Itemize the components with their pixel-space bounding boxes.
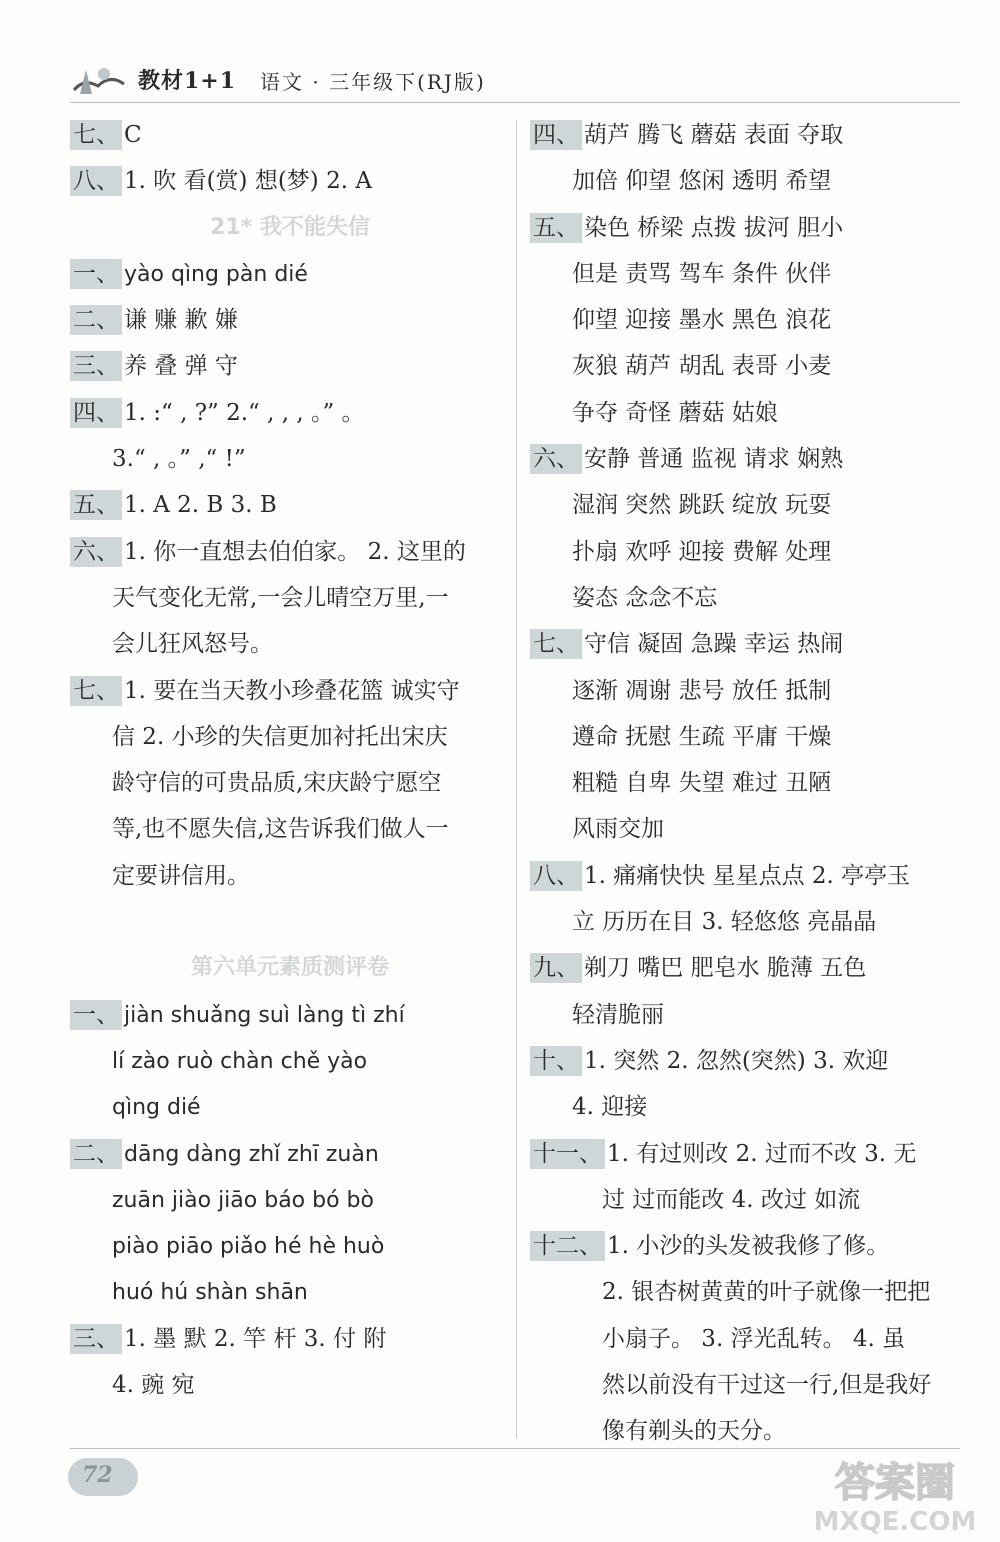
spacer [70, 899, 510, 945]
answer-text: C [124, 122, 142, 148]
question-number: 十一、 [530, 1139, 605, 1169]
answer-line [530, 343, 970, 389]
answer-text: 染色 桥梁 点拨 拔河 胆小 [584, 214, 844, 241]
answer-line [70, 1316, 510, 1362]
answer-text: 3.“ , 。” ,“ !” [112, 446, 246, 473]
answer-line [530, 945, 970, 991]
answer-line [530, 390, 970, 436]
question-number: 三、 [70, 351, 122, 381]
answer-line [530, 1362, 970, 1408]
question-number: 十二、 [530, 1231, 605, 1261]
answer-line [530, 112, 970, 158]
answer-text: 1. 吹 看(赏) 想(梦) 2. A [124, 168, 372, 195]
answer-text: qìng dié [112, 1095, 201, 1121]
answer-text: 安静 普通 监视 请求 娴熟 [584, 446, 844, 473]
answer-text: 等,也不愿失信,这告诉我们做人一 [112, 816, 449, 843]
answer-line [530, 529, 970, 575]
answer-text: 信 2. 小珍的失信更加衬托出宋庆 [112, 723, 448, 750]
question-number: 六、 [530, 444, 582, 474]
answer-text: 1. :“ , ?” 2.“ , , , 。” 。 [124, 399, 365, 426]
answer-text: yào qìng pàn dié [124, 261, 308, 287]
answer-text: 龄守信的可贵品质,宋庆龄宁愿空 [112, 770, 442, 797]
answer-line [530, 1084, 970, 1130]
answer-line [70, 297, 510, 343]
question-number: 七、 [530, 629, 582, 659]
answer-text: 1. 有过则改 2. 过而不改 3. 无 [607, 1140, 917, 1167]
answer-line [530, 297, 970, 343]
answer-text: 2. 银杏树黄黄的叶子就像一把把 [602, 1279, 931, 1306]
answer-text: dāng dàng zhǐ zhī zuàn [124, 1141, 379, 1167]
answer-text: jiàn shuǎng suì làng tì zhí [124, 1002, 405, 1028]
answer-text: lí zào ruò chàn chě yào [112, 1048, 368, 1074]
answer-line [530, 205, 970, 251]
answer-text: 1. 你一直想去伯伯家。 2. 这里的 [124, 538, 466, 565]
page-number: 72 [82, 1462, 113, 1488]
page-header [70, 60, 960, 100]
answer-text: 1. 墨 默 2. 竿 杆 3. 付 附 [124, 1325, 387, 1352]
answer-line [530, 992, 970, 1038]
section-title: 第六单元素质测评卷 [190, 955, 389, 981]
answer-text: 养 叠 弹 守 [124, 353, 238, 380]
answer-line [70, 390, 510, 436]
answer-line [530, 1038, 970, 1084]
answer-line [70, 714, 510, 760]
answer-text: 1. 要在当天教小珍叠花篮 诚实守 [124, 677, 460, 704]
answer-line [70, 343, 510, 389]
question-number: 二、 [70, 305, 122, 335]
answer-line [530, 621, 970, 667]
answer-text: 湿润 突然 跳跃 绽放 玩耍 [572, 492, 832, 519]
left-column [70, 112, 510, 1408]
question-number: 一、 [70, 1000, 122, 1030]
section-title: 21* 我不能失信 [210, 214, 370, 240]
answer-text: 1. 小沙的头发被我修了修。 [607, 1233, 890, 1260]
answer-text: 风雨交加 [572, 816, 664, 843]
answer-text: 定要讲信用。 [112, 862, 250, 889]
answer-text: 4. 豌 宛 [112, 1372, 195, 1399]
answer-line [530, 1269, 970, 1315]
answer-line [70, 482, 510, 528]
answer-text: 守信 凝固 急躁 幸运 热闹 [584, 631, 844, 658]
question-number: 四、 [70, 398, 122, 428]
answer-line [70, 1362, 510, 1408]
watermark-bottom: MXQE.COM [813, 1507, 977, 1536]
answer-line [70, 1038, 510, 1084]
answer-line [530, 1223, 970, 1269]
question-number: 四、 [530, 120, 582, 150]
question-number: 十、 [530, 1046, 582, 1076]
answer-line [70, 760, 510, 806]
question-number: 五、 [530, 213, 582, 243]
question-number: 六、 [70, 537, 122, 567]
answer-text: 但是 责骂 驾车 条件 伙伴 [572, 260, 832, 287]
answer-line [70, 251, 510, 297]
question-number: 八、 [530, 861, 582, 891]
answer-line [70, 621, 510, 667]
answer-text: 1. A 2. B 3. B [124, 492, 277, 519]
answer-text: 会儿狂风怒号。 [112, 631, 273, 658]
question-number: 七、 [70, 120, 122, 150]
answer-line [530, 1131, 970, 1177]
answer-line [530, 668, 970, 714]
answer-text: 仰望 迎接 墨水 黑色 浪花 [572, 307, 832, 334]
answer-line [70, 1131, 510, 1177]
answer-text: 灰狼 葫芦 胡乱 表哥 小麦 [572, 353, 832, 380]
answer-text: 立 历历在目 3. 轻悠悠 亮晶晶 [572, 909, 877, 936]
answer-text: 扑扇 欢呼 迎接 费解 处理 [572, 538, 832, 565]
answer-line [530, 575, 970, 621]
answer-text: 剃刀 嘴巴 肥皂水 脆薄 五色 [584, 955, 867, 982]
answer-text: 轻清脆丽 [572, 1001, 664, 1028]
answer-line [70, 575, 510, 621]
answer-text: 谦 赚 歉 嫌 [124, 307, 238, 334]
book-logo-icon [70, 60, 128, 100]
question-number: 八、 [70, 166, 122, 196]
answer-line [530, 714, 970, 760]
header-rule [70, 102, 960, 103]
column-divider [516, 120, 517, 1438]
answer-line [70, 529, 510, 575]
answer-line [530, 760, 970, 806]
answer-text: 小扇子。 3. 浮光乱转。 4. 虽 [602, 1325, 906, 1352]
answer-text: 遵命 抚慰 生疏 平庸 干燥 [572, 723, 832, 750]
answer-line [70, 853, 510, 899]
answer-line [530, 158, 970, 204]
answer-line [530, 251, 970, 297]
answer-text: 天气变化无常,一会儿晴空万里,一 [112, 584, 449, 611]
answer-text: 争夺 奇怪 蘑菇 姑娘 [572, 399, 778, 426]
footer-rule [70, 1448, 960, 1449]
answer-text: 4. 迎接 [572, 1094, 648, 1121]
answer-line [70, 1269, 510, 1315]
answer-line [70, 436, 510, 482]
question-number: 九、 [530, 953, 582, 983]
answer-line [70, 158, 510, 204]
answer-line [530, 853, 970, 899]
watermark-top: 答案圈 [835, 1460, 955, 1506]
question-number: 二、 [70, 1139, 122, 1169]
answer-line [530, 436, 970, 482]
answer-text: piào piāo piǎo hé hè huò [112, 1234, 385, 1260]
answer-line [530, 806, 970, 852]
answer-text: 姿态 念念不忘 [572, 584, 718, 611]
answer-text: 粗糙 自卑 失望 难过 丑陋 [572, 770, 832, 797]
answer-line [70, 668, 510, 714]
watermark-logo-icon [805, 1452, 985, 1536]
answer-line [70, 806, 510, 852]
answer-text: huó hú shàn shān [112, 1280, 308, 1306]
question-number: 五、 [70, 490, 122, 520]
brand-title: 教材1+1 [138, 68, 237, 94]
subject-title: 语文 · 三年级下(RJ版) [260, 70, 486, 94]
answer-line [70, 1223, 510, 1269]
answer-line [70, 1177, 510, 1223]
answer-line [530, 1316, 970, 1362]
answer-text: 然以前没有干过这一行,但是我好 [602, 1372, 932, 1399]
answer-text: 加倍 仰望 悠闲 透明 希望 [572, 168, 832, 195]
answer-line [530, 899, 970, 945]
answer-text: 像有剃头的天分。 [602, 1418, 786, 1445]
answer-line [70, 992, 510, 1038]
answer-text: 过 过而能改 4. 改过 如流 [602, 1186, 861, 1213]
answer-text: zuān jiào jiāo báo bó bò [112, 1187, 374, 1213]
question-number: 一、 [70, 259, 122, 289]
answer-line [70, 112, 510, 158]
answer-text: 逐渐 凋谢 悲号 放任 抵制 [572, 677, 832, 704]
question-number: 三、 [70, 1324, 122, 1354]
answer-line [70, 1084, 510, 1130]
answer-text: 葫芦 腾飞 蘑菇 表面 夺取 [584, 122, 844, 148]
answer-text: 1. 痛痛快快 星星点点 2. 亭亭玉 [584, 862, 911, 889]
answer-text: 1. 突然 2. 忽然(突然) 3. 欢迎 [584, 1047, 889, 1074]
question-number: 七、 [70, 676, 122, 706]
answer-line [530, 482, 970, 528]
answer-line [530, 1177, 970, 1223]
right-column [530, 112, 970, 1455]
